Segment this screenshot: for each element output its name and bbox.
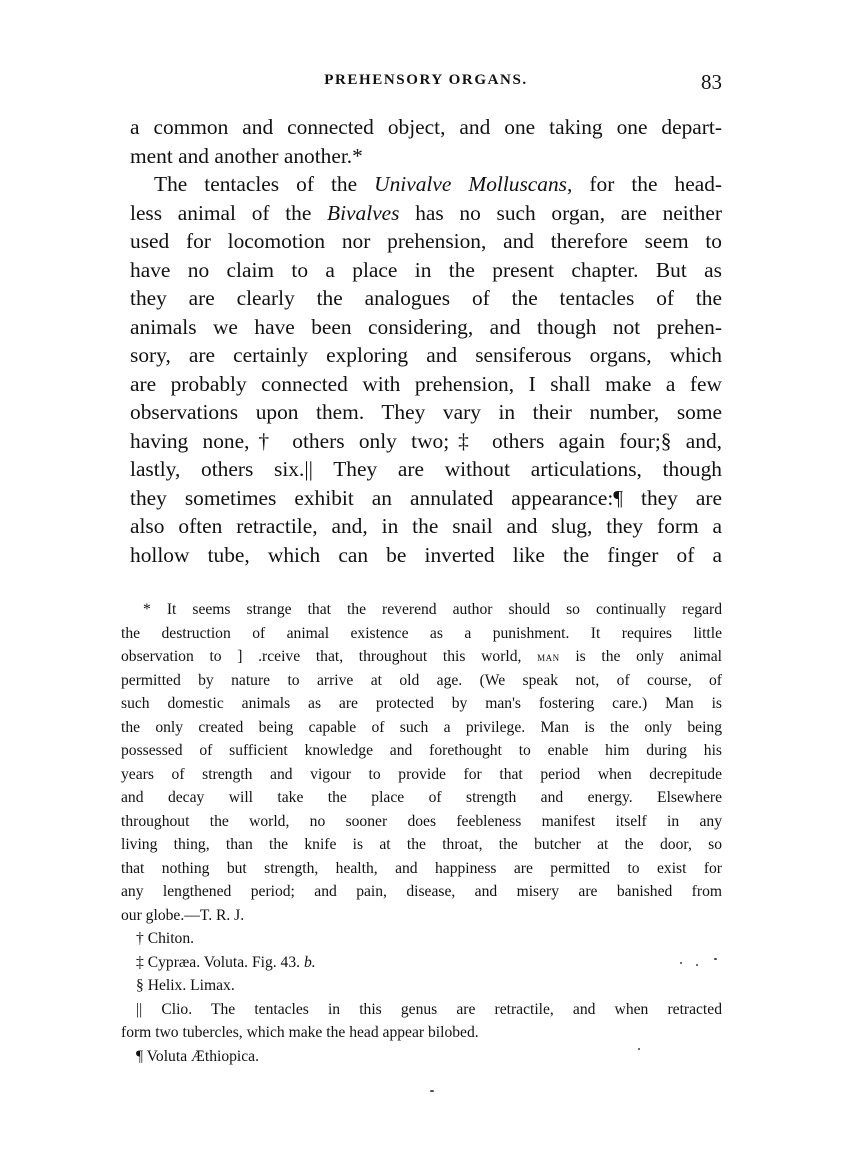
- body-line: [130, 199, 722, 228]
- body-line: also often retractile, and, in the snail and slug, they form a: [130, 514, 722, 538]
- italic-term: Bivalves: [327, 200, 400, 225]
- running-head: [128, 70, 724, 96]
- footnote-line: such domestic animals as are protected by man's fostering care.) Man is: [121, 695, 722, 712]
- body-line: a common and connected object, and one taking one depart-: [130, 115, 722, 139]
- footnote-line: and decay will take the place of strength and energy. Elsewhere: [121, 789, 722, 806]
- footnote-line: form two tubercles, which make the head appear bilobed.: [121, 1024, 479, 1041]
- print-speck: [680, 962, 682, 964]
- body-text: [130, 113, 722, 569]
- print-speck: [714, 958, 717, 960]
- running-title: PREHENSORY ORGANS.: [324, 72, 528, 88]
- footnotes: [121, 598, 722, 1068]
- footnote-line: our globe.—T. R. J.: [121, 906, 245, 924]
- print-speck: [696, 964, 698, 966]
- body-line: sory, are certainly exploring and sensiferous organs, which: [130, 343, 722, 367]
- body-line: they are clearly the analogues of the tentacles of the: [130, 286, 722, 310]
- footnote-pilcrow: ¶ Voluta Æthiopica.: [136, 1047, 260, 1065]
- body-line-text: has no such organ, are neither: [399, 200, 722, 225]
- footnote-line: any lengthened period; and pain, disease, and misery are banished from: [121, 883, 722, 900]
- footnote-line: [121, 645, 722, 669]
- footnote-line: throughout the world, no sooner does feebleness manifest itself in any: [121, 812, 722, 830]
- italic-term: Univalve Molluscans,: [374, 172, 573, 196]
- footnote-line: || Clio. The tentacles in this genus are retractile, and when retracted: [136, 1000, 722, 1018]
- body-line-text: The tentacles of the: [154, 172, 375, 196]
- body-line: [130, 170, 722, 199]
- footnote-double-dagger: [121, 951, 722, 975]
- body-line: having none,† others only two;‡ others again four;§ and,: [130, 428, 722, 453]
- small-caps-word: man: [537, 649, 560, 664]
- footnote-line: that nothing but strength, health, and happiness are permitted to exist for: [121, 859, 722, 877]
- body-line: hollow tube, which can be inverted like the finger of a: [130, 542, 722, 567]
- footnote-line: the only created being capable of such a privilege. Man is the only being: [121, 718, 722, 736]
- footnote-line: the destruction of animal existence as a punishment. It requires little: [121, 624, 722, 642]
- footnote-line: possessed of sufficient knowledge and forethought to enable him during his: [121, 742, 722, 759]
- body-line: used for locomotion nor prehension, and therefore seem to: [130, 229, 722, 253]
- body-line: are probably connected with prehension, I shall make a few: [130, 371, 722, 396]
- footnote-line-text: observation to ] .rceive that, throughout this world,: [121, 648, 538, 665]
- print-speck: [638, 1048, 640, 1050]
- body-line: they sometimes exhibit an annulated appearance:¶ they are: [130, 485, 722, 510]
- footnote-line: living thing, than the knife is at the throat, the butcher at the door, so: [121, 836, 722, 853]
- footnote-dagger: † Chiton.: [136, 930, 195, 947]
- footnote-line-text: is the only animal: [559, 648, 722, 665]
- footnote-line-text: ‡ Cypræa. Voluta. Fig. 43.: [136, 953, 304, 971]
- body-line: ment and another another.*: [130, 143, 363, 168]
- italic-letter: b.: [303, 953, 316, 971]
- body-line: animals we have been considering, and though not prehen-: [130, 314, 722, 339]
- footnote-section: § Helix. Limax.: [136, 977, 235, 994]
- page-number: 83: [701, 70, 722, 94]
- body-line: observations upon them. They vary in their number, some: [130, 400, 722, 424]
- body-line-text: for the head-: [572, 172, 723, 196]
- body-line: have no claim to a place in the present chapter. But as: [130, 257, 722, 282]
- print-speck: [430, 1090, 434, 1092]
- footnote-line: years of strength and vigour to provide for that period when decrepitude: [121, 765, 722, 783]
- body-line-text: less animal of the: [130, 200, 328, 225]
- footnote-line: * It seems strange that the reverend author should so continually regard: [143, 601, 722, 618]
- footnote-line: permitted by nature to arrive at old age. (We speak not, of course, of: [121, 671, 722, 689]
- body-line: lastly, others six.|| They are without articulations, though: [130, 457, 722, 481]
